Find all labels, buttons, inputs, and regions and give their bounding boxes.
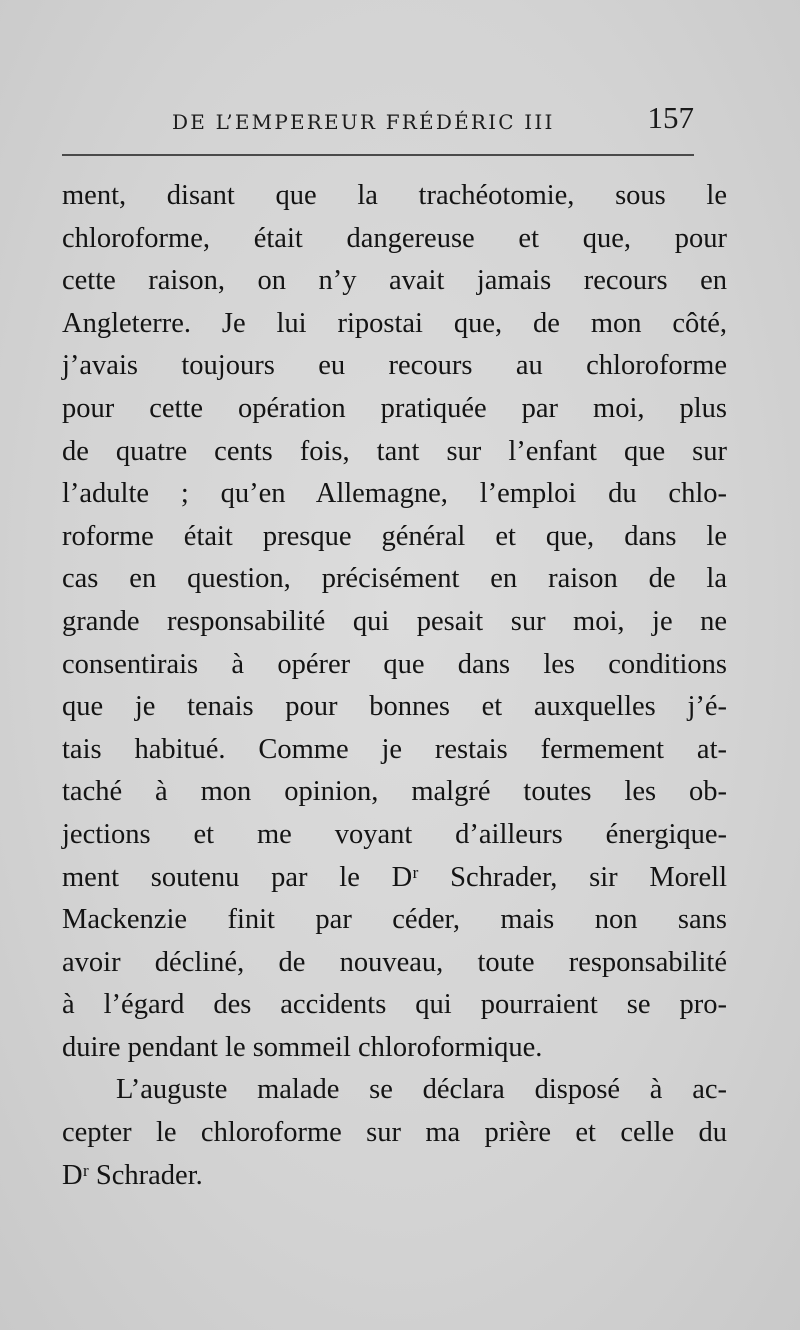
text-line: ment soutenu par le Dʳ Schrader, sir Morell — [62, 861, 727, 893]
page-number: 157 — [647, 100, 694, 135]
text-line: ment, disant que la trachéotomie, sous le — [62, 180, 727, 211]
running-head — [62, 96, 694, 140]
text-line: chloroforme, était dangereuse et que, pour — [62, 222, 727, 254]
text-line: roforme était presque général et que, dans le — [62, 520, 727, 552]
text-line: jections et me voyant d’ailleurs énergique- — [62, 818, 727, 850]
paragraph-start-line: L’auguste malade se déclara disposé à ac- — [116, 1074, 727, 1106]
text-line: j’avais toujours eu recours au chloroforme — [62, 350, 727, 382]
body-text — [62, 175, 727, 1197]
text-line: grande responsabilité qui pesait sur moi, je ne — [62, 605, 727, 637]
text-line: pour cette opération pratiquée par moi, plus — [62, 392, 727, 424]
text-line: Mackenzie finit par céder, mais non sans — [62, 904, 727, 936]
text-line: l’adulte ; qu’en Allemagne, l’emploi du chlo- — [62, 478, 727, 510]
text-line: Angleterre. Je lui ripostai que, de mon côté, — [62, 307, 727, 339]
text-line: consentirais à opérer que dans les conditions — [62, 648, 727, 680]
text-line: avoir décliné, de nouveau, toute responsabilité — [62, 946, 727, 978]
text-line: Dʳ Schrader. — [62, 1159, 203, 1191]
text-line: à l’égard des accidents qui pourraient se pro- — [62, 989, 727, 1021]
text-line: que je tenais pour bonnes et auxquelles j’é- — [62, 691, 727, 723]
text-line: taché à mon opinion, malgré toutes les ob- — [62, 776, 727, 808]
text-line: cas en question, précisément en raison de la — [62, 563, 727, 595]
text-line: de quatre cents fois, tant sur l’enfant que sur — [62, 435, 727, 467]
text-line: cette raison, on n’y avait jamais recours en — [62, 265, 727, 297]
text-line: tais habitué. Comme je restais fermement at- — [62, 733, 727, 765]
header-rule — [62, 154, 694, 156]
text-line: cepter le chloroforme sur ma prière et celle du — [62, 1117, 727, 1149]
running-title: DE L’EMPEREUR FRÉDÉRIC III — [172, 110, 555, 134]
text-line: duire pendant le sommeil chloroformique. — [62, 1031, 543, 1063]
